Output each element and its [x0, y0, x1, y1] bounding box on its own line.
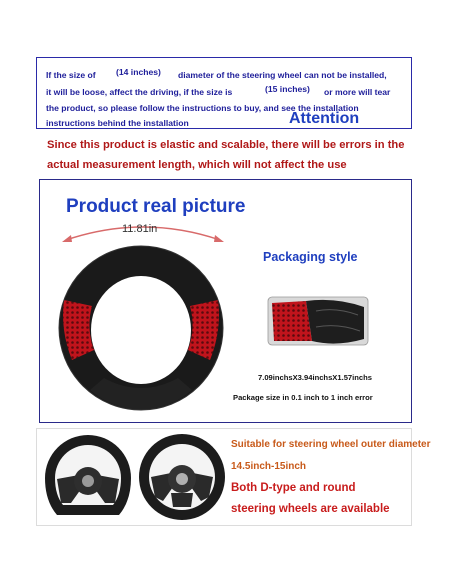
- product-panel: [39, 179, 412, 423]
- notice-line1-size14: (14 inches): [116, 67, 161, 77]
- notice-line2-a: it will be loose, affect the driving, if the size is: [46, 87, 233, 97]
- d-type-steering-wheel-image: [41, 431, 135, 523]
- notice-line4: instructions behind the installation: [46, 118, 189, 128]
- package-dimensions: 7.09inchsX3.94inchsX1.57inchs: [258, 373, 372, 382]
- packaging-image: [266, 293, 370, 349]
- packaging-title: Packaging style: [263, 250, 358, 264]
- notice-line3: the product, so please follow the instructions to buy, and see the installation: [46, 103, 359, 113]
- notice-box: [36, 57, 412, 129]
- package-size-error: Package size in 0.1 inch to 1 inch error: [233, 393, 373, 402]
- steering-wheel-cover-image: [50, 240, 232, 415]
- product-title: Product real picture: [66, 196, 246, 217]
- notice-line1-c: diameter of the steering wheel can not be installed,: [178, 70, 387, 80]
- fit-line2: 14.5inch-15inch: [231, 461, 307, 472]
- round-steering-wheel-image: [135, 431, 229, 523]
- scale-note-line1: Since this product is elastic and scalable, there will be errors in the: [47, 139, 405, 151]
- notice-line2-c: or more will tear: [324, 87, 391, 97]
- fit-line3: Both D-type and round: [231, 482, 356, 494]
- notice-line2-size15: (15 inches): [265, 84, 310, 94]
- attention-heading: Attention: [289, 110, 360, 127]
- fit-section: [36, 428, 431, 526]
- fit-line4: steering wheels are available: [231, 503, 390, 515]
- notice-line1-a: If the size of: [46, 70, 96, 80]
- measurement-label: 11.81in: [122, 223, 158, 235]
- scale-note-line2: actual measurement length, which will not affect the use: [47, 159, 347, 171]
- fit-line1: Suitable for steering wheel outer diameter: [231, 439, 431, 450]
